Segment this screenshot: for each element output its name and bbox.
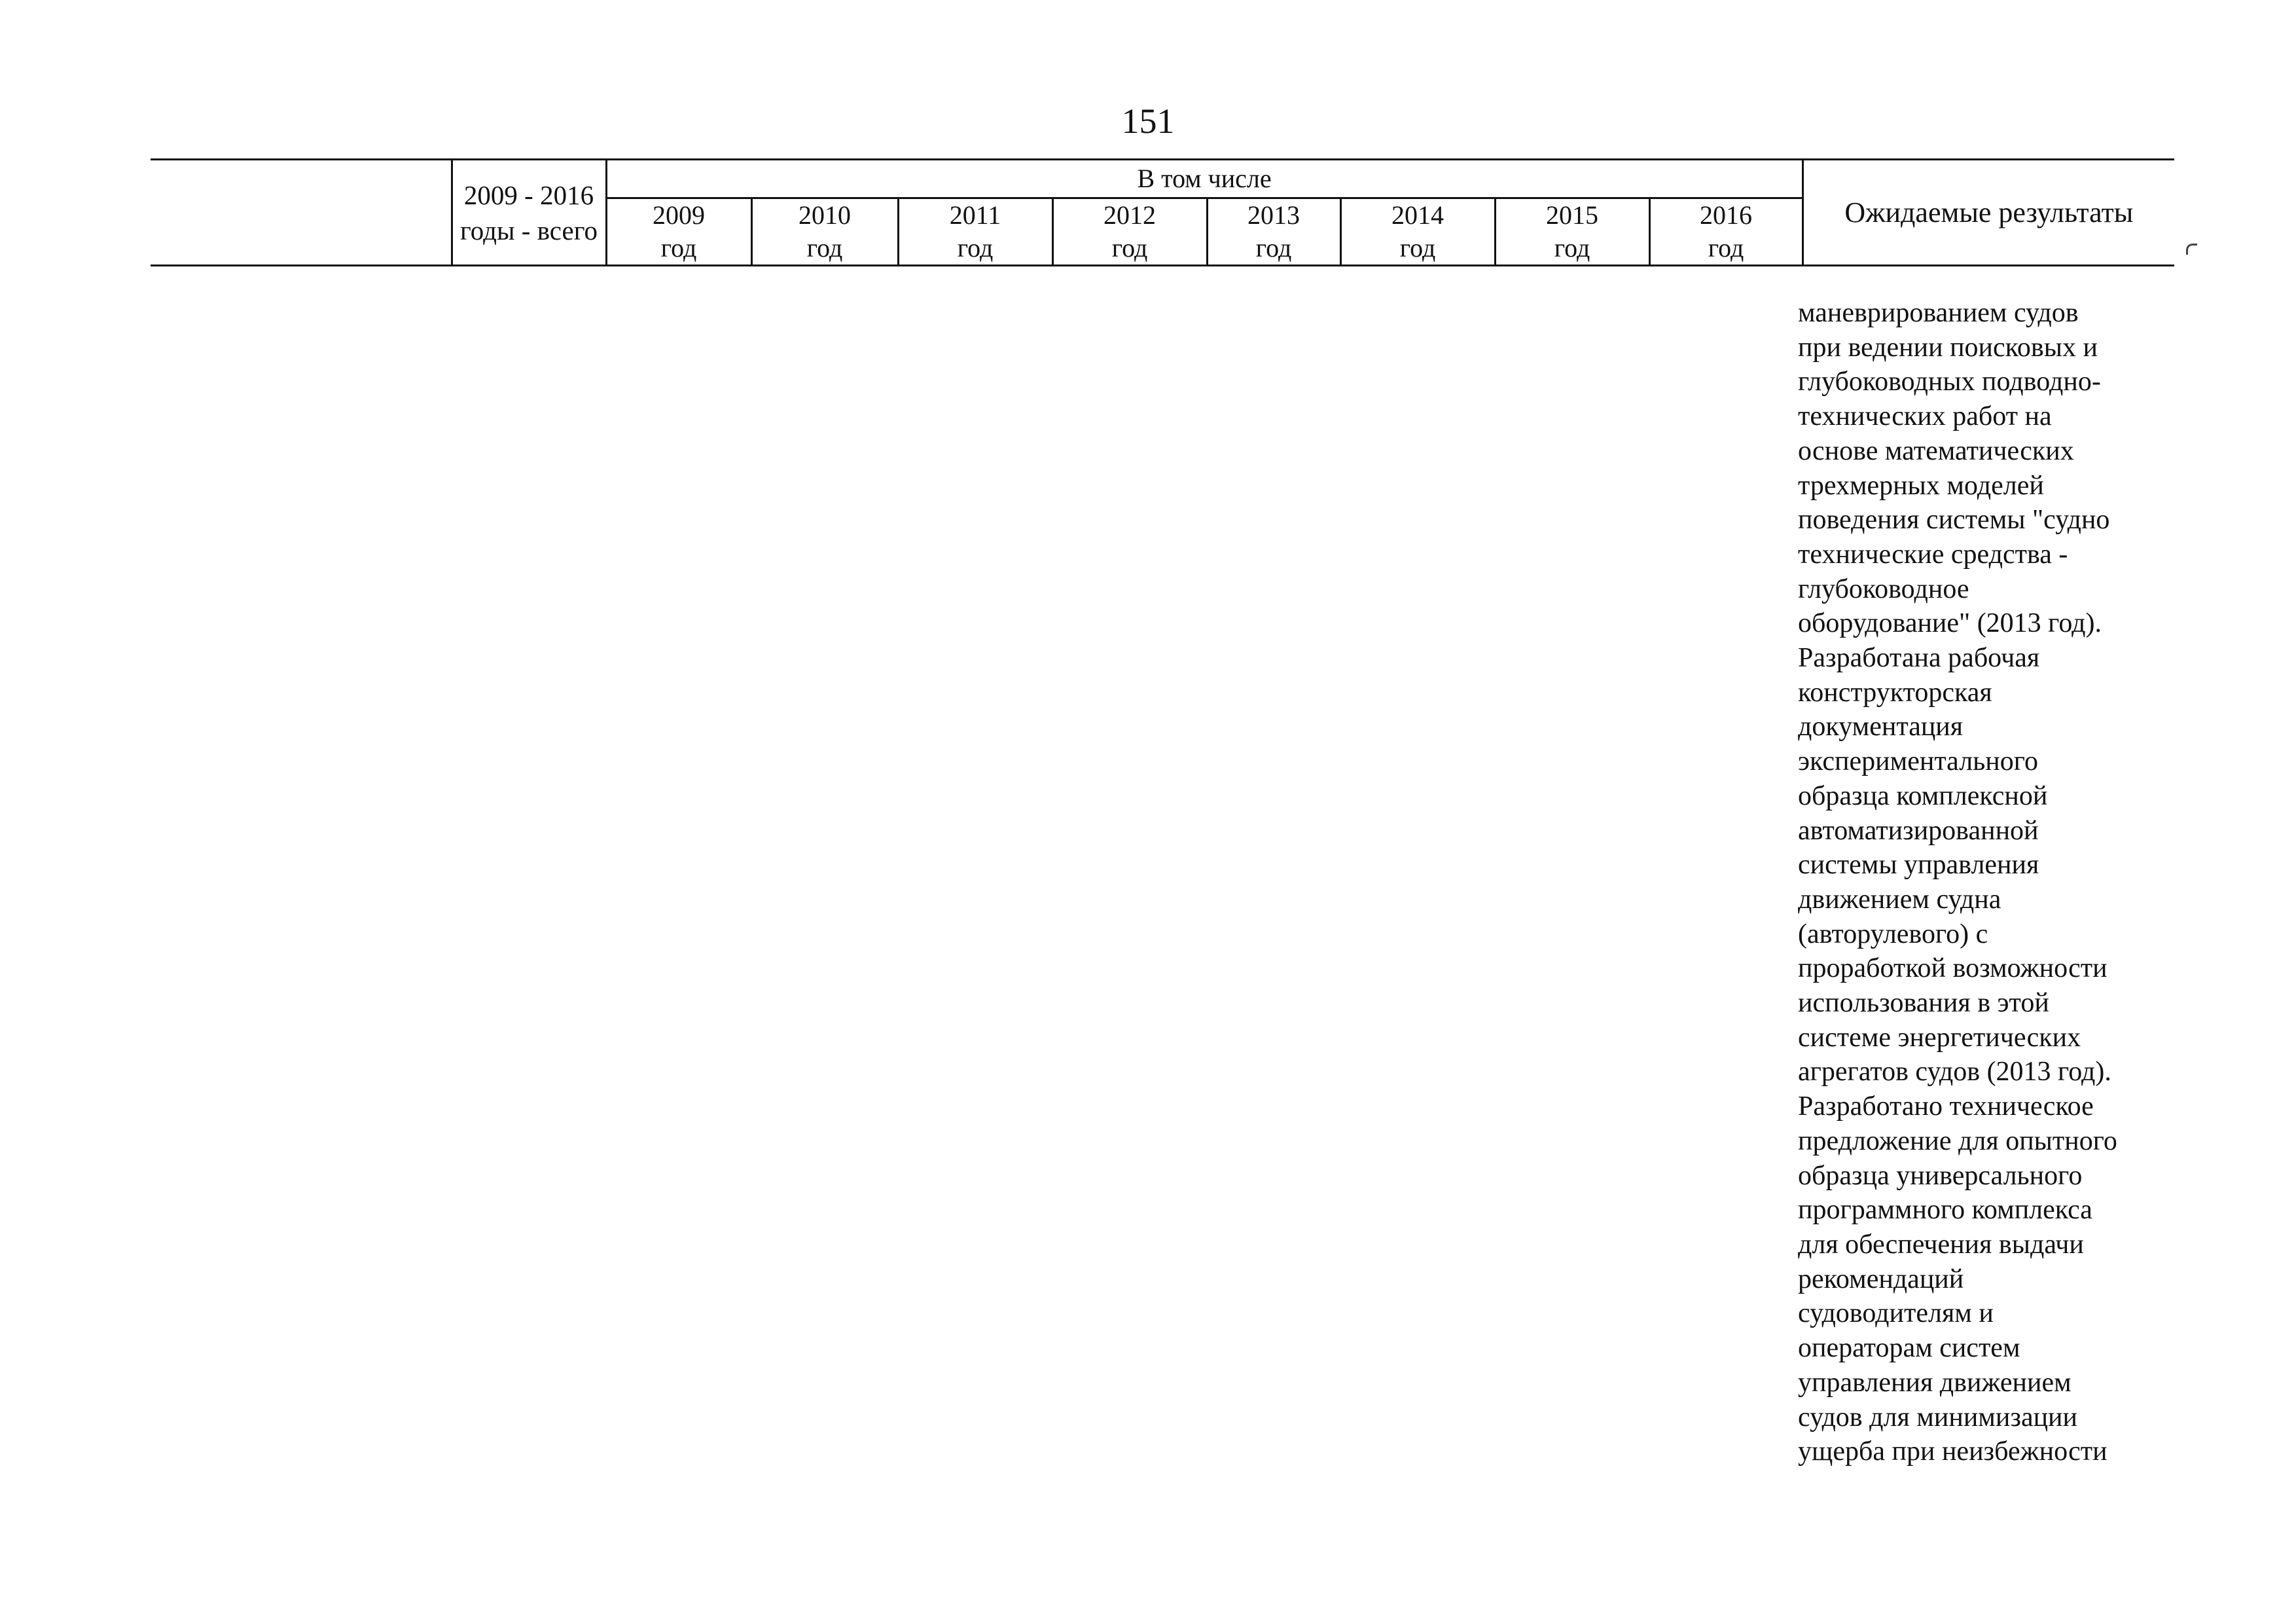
year-label: 2009 (653, 200, 705, 230)
text-line: оборудование" (2013 год). (1798, 608, 2102, 639)
year-header-cell (1340, 198, 1495, 266)
text-line: системы управления (1798, 850, 2039, 881)
year-header-cell (1495, 198, 1649, 266)
text-line: документация (1798, 712, 1964, 742)
text-line: для обеспечения выдачи (1798, 1229, 2084, 1260)
results-header-cell: Ожидаемые результаты (1803, 160, 2174, 266)
year-unit: год (660, 233, 697, 263)
year-header-cell (898, 198, 1052, 266)
total-label-all: годы - всего (460, 215, 598, 246)
text-line: использования в этой (1798, 988, 2049, 1019)
year-header-cell (751, 198, 898, 266)
year-label: 2014 (1391, 200, 1444, 230)
text-line: основе математических (1798, 435, 2074, 466)
year-unit: год (1111, 233, 1148, 263)
text-line: образца универсального (1798, 1160, 2083, 1191)
text-line: судов для минимизации (1798, 1402, 2078, 1432)
blank-header-cell (151, 160, 452, 266)
year-unit: год (1255, 233, 1292, 263)
text-line: рекомендаций (1798, 1264, 1964, 1294)
year-unit: год (1708, 233, 1744, 263)
year-label: 2012 (1103, 200, 1156, 230)
text-line: Разработана рабочая (1798, 643, 2040, 674)
text-line: агрегатов судов (2013 год). (1798, 1057, 2111, 1087)
text-line: технические средства - (1798, 539, 2068, 570)
year-label: 2011 (949, 200, 1001, 230)
text-line: автоматизированной (1798, 815, 2039, 846)
year-unit: год (957, 233, 994, 263)
year-unit: год (806, 233, 843, 263)
expected-results-text (1798, 296, 2164, 1469)
year-label: 2016 (1700, 200, 1753, 230)
text-line: глубоководное (1798, 574, 1969, 604)
year-label: 2010 (798, 200, 851, 230)
text-line: судоводителям и (1798, 1298, 1994, 1329)
year-unit: год (1399, 233, 1436, 263)
text-line: при ведении поисковых и (1798, 332, 2098, 363)
text-line: трехмерных моделей (1798, 470, 2044, 501)
text-line: управления движением (1798, 1367, 2072, 1398)
text-line: (авторулевого) с (1798, 919, 1988, 949)
total-header-cell (452, 160, 606, 266)
text-line: движением судна (1798, 884, 2001, 915)
text-line: экспериментального (1798, 746, 2038, 777)
text-line: системе энергетических (1798, 1022, 2081, 1053)
text-line: проработкой возможности (1798, 953, 2108, 984)
text-line: конструкторская (1798, 677, 1992, 708)
text-line: технических работ на (1798, 401, 2052, 432)
year-unit: год (1554, 233, 1590, 263)
total-label-years: 2009 - 2016 (463, 179, 594, 210)
text-line: Разработано техническое (1798, 1091, 2094, 1122)
subheader-cell: В том числе (606, 160, 1803, 198)
year-header-cell (606, 198, 751, 266)
text-line: ущерба при неизбежности (1798, 1436, 2108, 1467)
text-line: программного комплекса (1798, 1195, 2092, 1226)
year-header-cell (1649, 198, 1803, 266)
table-header (151, 158, 2174, 266)
text-line: поведения системы "судно (1798, 505, 2110, 536)
text-line: глубоководных подводно- (1798, 367, 2101, 397)
year-label: 2015 (1546, 200, 1598, 230)
scan-mark (2186, 244, 2197, 255)
text-line: маневрированием судов (1798, 298, 2079, 328)
year-header-cell (1207, 198, 1340, 266)
page-number: 151 (1121, 101, 1175, 141)
text-line: предложение для опытного (1798, 1125, 2117, 1156)
year-label: 2013 (1247, 200, 1300, 230)
text-line: образца комплексной (1798, 780, 2048, 811)
text-line: операторам систем (1798, 1333, 2020, 1364)
year-header-cell (1052, 198, 1207, 266)
